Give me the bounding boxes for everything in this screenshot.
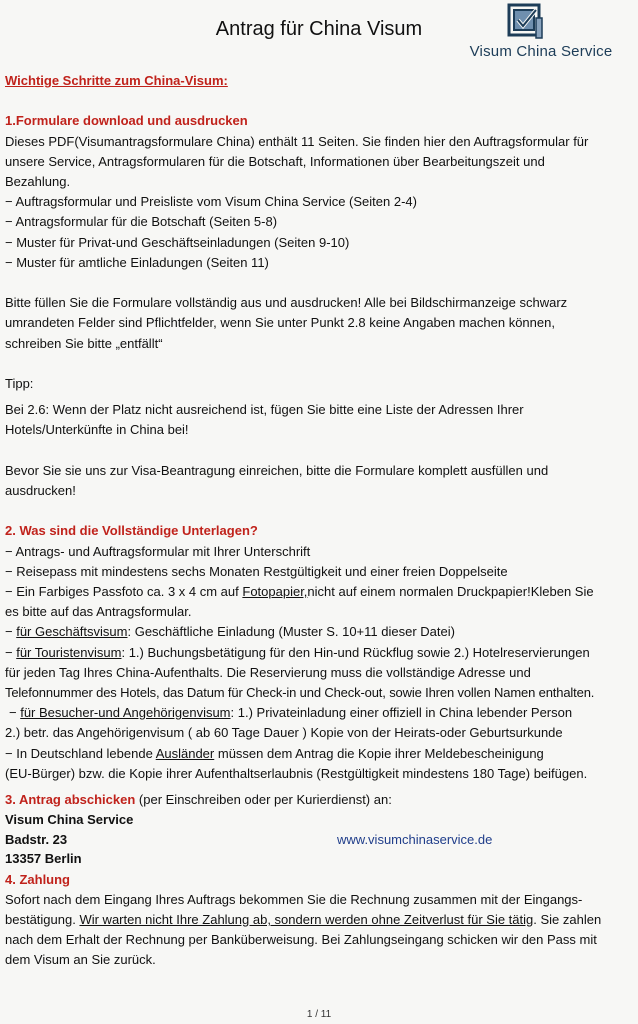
list-item: − Antrags- und Auftragsformular mit Ihrer Unterschrift <box>5 543 311 559</box>
section-1-heading: 1.Formulare download und ausdrucken <box>5 113 248 129</box>
page-number: 1 / 11 <box>306 1009 332 1020</box>
submit-note: Bevor Sie sie uns zur Visa-Beantragung einreichen, bitte die Formulare komplett ausfüllen und <box>5 462 549 478</box>
list-item: − für Besucher-und Angehörigenvisum: 1.) Privateinladung einer offiziell in China lebender Person <box>9 705 573 721</box>
list-item-continued: es bitte auf das Antragsformular. <box>5 604 192 620</box>
submit-note: ausdrucken! <box>5 483 76 498</box>
section-1-text: Bezahlung. <box>5 174 71 189</box>
website-link[interactable]: www.visumchinaservice.de <box>337 832 493 848</box>
list-item: − Muster für Privat-und Geschäftseinladungen (Seiten 9-10) <box>5 234 350 250</box>
document-body <box>5 71 635 971</box>
logo-mark-icon <box>506 2 546 42</box>
logo-text: Visum China Service <box>469 43 613 60</box>
payment-text: nach dem Erhalt der Rechnung per Banküberweisung. Bei Zahlungseingang schicken wir den Pass mit <box>5 932 597 948</box>
intro-heading: Wichtige Schritte zum China-Visum: <box>5 73 228 88</box>
payment-text: Sofort nach dem Eingang Ihres Auftrags bekommen Sie die Rechnung zusammen mit der Eingangs- <box>5 891 583 907</box>
tip-text: Bei 2.6: Wenn der Platz nicht ausreichend ist, fügen Sie bitte eine Liste der Adressen Ihrer <box>5 402 524 418</box>
tip-label: Tipp: <box>5 376 34 391</box>
section-1-text: unsere Service, Antragsformularen für die Botschaft, Informationen über Bearbeitungszeit und <box>5 153 545 169</box>
fill-instruction: Bitte füllen Sie die Formulare vollständig aus und ausdrucken! Alle bei Bildschirmanzeige schwarz <box>5 295 568 311</box>
list-item: − Ein Farbiges Passfoto ca. 3 x 4 cm auf Fotopapier,nicht auf einem normalen Druckpapier!Kleben Sie <box>5 584 594 599</box>
section-2-heading: 2. Was sind die Vollständige Unterlagen? <box>5 523 258 539</box>
payment-text: bestätigung. Wir warten nicht Ihre Zahlung ab, sondern werden ohne Zeitverlust für Sie tätig. Sie zahlen <box>5 912 602 928</box>
section-4-heading: 4. Zahlung <box>5 871 70 887</box>
payment-text: dem Visum an Sie zurück. <box>5 952 156 968</box>
list-item: − In Deutschland lebende Ausländer müssen dem Antrag die Kopie ihrer Meldebescheinigung <box>5 745 544 761</box>
tip-text: Hotels/Unterkünfte in China bei! <box>5 422 189 438</box>
list-item-continued: Telefonnummer des Hotels, das Datum für Check-in und Check-out, sowie Ihren vollen Namen enthalten. <box>5 685 595 701</box>
list-item-continued: für jeden Tag Ihres China-Aufenthalts. Die Reservierung muss die vollständige Adresse und <box>5 664 531 680</box>
list-item: − für Geschäftsvisum: Geschäftliche Einladung (Muster S. 10+11 dieser Datei) <box>5 624 455 640</box>
list-item-continued: 2.) betr. das Angehörigenvisum ( ab 60 Tage Dauer ) Kopie von der Heirats-oder Geburtsurkunde <box>5 725 563 741</box>
street: Badstr. 23 <box>5 832 68 848</box>
document-title: Antrag für China Visum <box>215 18 423 40</box>
section-3-heading: 3. Antrag abschicken (per Einschreiben oder per Kurierdienst) an: <box>5 792 392 808</box>
company-name: Visum China Service <box>5 812 134 828</box>
section-1-text: Dieses PDF(Visumantragsformulare China) enthält 11 Seiten. Sie finden hier den Auftragsformular für <box>5 133 589 149</box>
list-item: − Muster für amtliche Einladungen (Seiten 11) <box>5 254 269 270</box>
city: 13357 Berlin <box>5 851 82 867</box>
fill-instruction: schreiben Sie bitte „entfällt“ <box>5 335 163 351</box>
list-item: − Reisepass mit mindestens sechs Monaten Restgültigkeit und einer freien Doppelseite <box>5 563 508 579</box>
address-row <box>5 830 635 849</box>
list-item: − für Touristenvisum: 1.) Buchungsbetätigung für den Hin-und Rückflug sowie 2.) Hotelreservierungen <box>5 644 590 660</box>
list-item-continued: (EU-Bürger) bzw. die Kopie ihrer Aufenthaltserlaubnis (Restgültigkeit mindestens 180 Tage) beifügen. <box>5 765 588 781</box>
list-item: − Auftragsformular und Preisliste vom Visum China Service (Seiten 2-4) <box>5 194 417 210</box>
fill-instruction: umrandeten Felder sind Pflichtfelder, wenn Sie unter Punkt 2.8 keine Angaben machen können, <box>5 315 555 331</box>
list-item: − Antragsformular für die Botschaft (Seiten 5-8) <box>5 214 278 230</box>
company-logo <box>456 2 626 62</box>
